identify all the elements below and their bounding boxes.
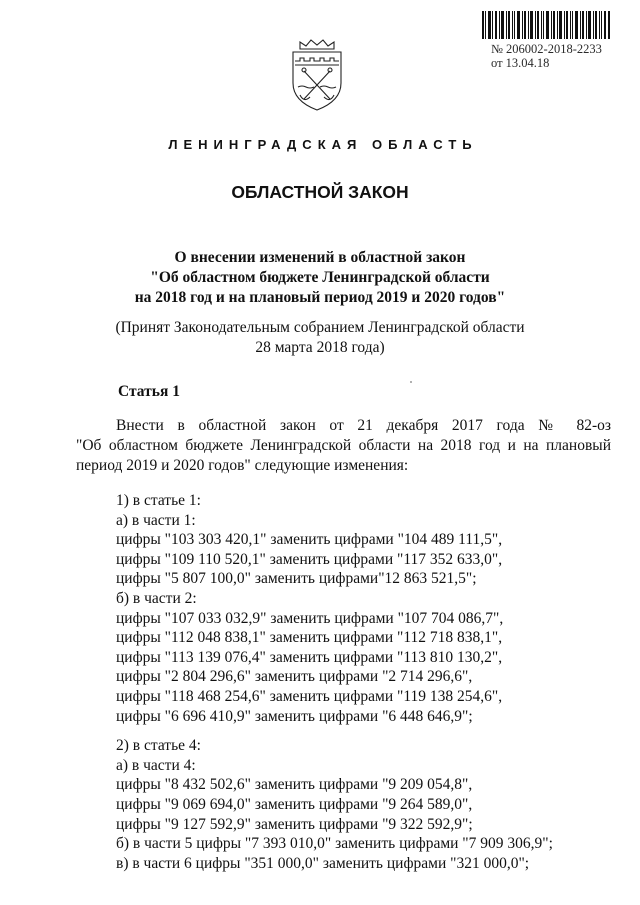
amendment-line: цифры "5 807 100,0" заменить цифрами"12 863 521,5"; (116, 570, 477, 588)
barcode-icon (482, 11, 610, 39)
amendment-line: цифры "112 048 838,1" заменить цифрами "112 718 838,1", (116, 629, 503, 647)
amendment-line: б) в части 5 цифры "7 393 010,0" заменить цифрами "7 909 306,9"; (116, 835, 553, 853)
adoption-note-line: 28 марта 2018 года) (255, 339, 385, 356)
document-registration (491, 42, 602, 70)
adoption-note-line: (Принят Законодательным собранием Ленинградской области (115, 319, 525, 336)
amendment-line: цифры "9 127 592,9" заменить цифрами "9 322 592,9"; (116, 815, 473, 833)
adoption-note (0, 318, 640, 358)
amendment-line: а) в части 4: (116, 756, 196, 774)
amendment-line: цифры "113 139 076,4" заменить цифрами "113 810 130,2", (116, 648, 503, 666)
amendment-line: цифры "9 069 694,0" заменить цифрами "9 264 589,0", (116, 795, 473, 813)
region-name: ЛЕНИНГРАДСКАЯ ОБЛАСТЬ (168, 137, 478, 152)
document-date: от 13.04.18 (491, 56, 550, 70)
amendment-line: 1) в статье 1: (116, 492, 201, 509)
amendment-line: цифры "2 804 296,6" заменить цифрами "2 714 296,6", (116, 668, 473, 686)
amendment-line: 2) в статье 4: (116, 737, 201, 755)
article-intro (76, 416, 611, 476)
coat-of-arms-emblem-icon (286, 37, 348, 113)
law-subject-line: на 2018 год и на плановый период 2019 и 2020 годов" (134, 289, 506, 306)
amendment-line: а) в части 1: (116, 511, 196, 529)
amendment-line: цифры "6 696 410,9" заменить цифрами "6 448 646,9"; (116, 707, 473, 725)
amendment-line: цифры "109 110 520,1" заменить цифрами "117 352 633,0", (116, 550, 503, 568)
intro-line: период 2019 и 2020 годов" следующие изменения: (76, 457, 409, 474)
amendment-line: в) в части 6 цифры "351 000,0" заменить цифрами "321 000,0"; (116, 854, 530, 872)
document-number: № 206002-2018-2233 (491, 42, 602, 56)
amendment-line: цифры "8 432 502,6" заменить цифрами "9 209 054,8", (116, 776, 473, 794)
amendment-line: цифры "118 468 254,6" заменить цифрами "119 138 254,6", (116, 687, 503, 705)
scan-speck (410, 381, 412, 383)
amendment-line: б) в части 2: (116, 589, 197, 607)
amendments-list (116, 491, 553, 873)
amendment-line: цифры "103 303 420,1" заменить цифрами "104 489 111,5", (116, 531, 503, 549)
intro-line: Внести в областной закон от 21 декабря 2017 года № 82-оз (116, 417, 611, 434)
amendment-line: цифры "107 033 032,9" заменить цифрами "107 704 086,7", (116, 609, 504, 627)
article-heading: Статья 1 (118, 383, 180, 400)
law-subject (0, 248, 640, 308)
intro-line: "Об областном бюджете Ленинградской области на 2018 год и на плановый (76, 437, 611, 454)
law-subject-line: "Об областном бюджете Ленинградской области (150, 269, 490, 286)
law-title: ОБЛАСТНОЙ ЗАКОН (231, 182, 409, 202)
paragraph-gap (116, 726, 553, 736)
law-subject-line: О внесении изменений в областной закон (174, 249, 466, 266)
